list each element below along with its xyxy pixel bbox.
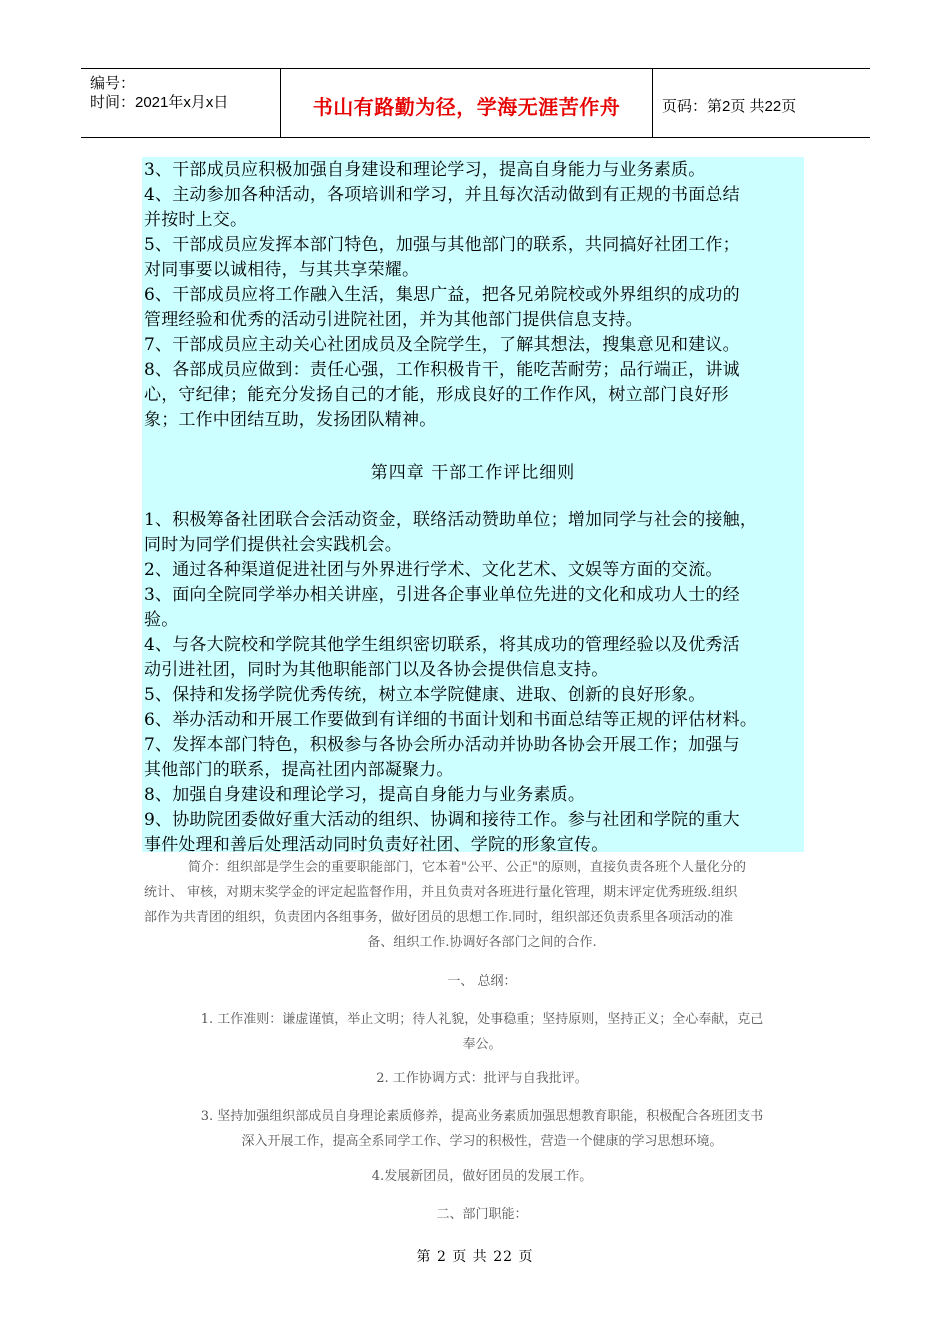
paragraph-line: 动引进社团，同时为其他职能部门以及各协会提供信息支持。 xyxy=(144,660,609,680)
paragraph-line: 事件处理和善后处理活动同时负责好社团、学院的形象宣传。 xyxy=(144,835,609,855)
document-number-label: 编号： xyxy=(90,75,136,92)
paragraph-line: 5、干部成员应发挥本部门特色，加强与其他部门的联系，共同搞好社团工作； xyxy=(144,235,740,255)
paragraph-line: 管理经验和优秀的活动引进院社团，并为其他部门提供信息支持。 xyxy=(144,310,643,330)
header-meta-cell xyxy=(81,69,281,137)
page-footer: 第 2 页 共 22 页 xyxy=(416,1249,534,1265)
paragraph-line: 9、协助院团委做好重大活动的组织、协调和接待工作。参与社团和学院的重大 xyxy=(144,810,740,830)
paragraph-line: 象；工作中团结互助，发扬团队精神。 xyxy=(144,410,437,430)
outline-item-line: 3. 坚持加强组织部成员自身理论素质修养，提高业务素质加强思想教育职能，积极配合各班团支书 xyxy=(200,1109,764,1124)
paragraph-line: 4、主动参加各种活动，各项培训和学习，并且每次活动做到有正规的书面总结 xyxy=(144,185,740,205)
paragraph-line: 1、积极筹备社团联合会活动资金，联络活动赞助单位；增加同学与社会的接触， xyxy=(144,510,758,530)
intro-line: 部作为共青团的组织，负责团内各组事务，做好团员的思想工作.同时，组织部还负责系里各项活动的准 xyxy=(144,910,734,925)
intro-line: 简介：组织部是学生会的重要职能部门，它本着"公平、公正"的原则，直接负责各班个人量化分的 xyxy=(188,860,746,875)
paragraph-line: 心，守纪律；能充分发扬自己的才能，形成良好的工作作风，树立部门良好形 xyxy=(144,385,729,405)
paragraph-line: 8、各部成员应做到：责任心强，工作积极肯干，能吃苦耐劳；品行端正，讲诚 xyxy=(144,360,740,380)
header-page-info: 页码：第2页 共22页 xyxy=(662,98,797,115)
paragraph-line: 6、举办活动和开展工作要做到有详细的书面计划和书面总结等正规的评估材料。 xyxy=(144,710,758,730)
intro-line: 备、组织工作.协调好各部门之间的合作. xyxy=(367,935,597,950)
paragraph-line: 对同事要以诚相待，与其共享荣耀。 xyxy=(144,260,420,280)
paragraph-line: 2、通过各种渠道促进社团与外界进行学术、文化艺术、文娱等方面的交流。 xyxy=(144,560,723,580)
paragraph-line: 3、面向全院同学举办相关讲座，引进各企事业单位先进的文化和成功人士的经 xyxy=(144,585,740,605)
paragraph-line: 4、与各大院校和学院其他学生组织密切联系，将其成功的管理经验以及优秀活 xyxy=(144,635,740,655)
chapter-title: 第四章 干部工作评比细则 xyxy=(370,463,576,483)
header-motto-cell xyxy=(281,69,653,137)
intro-line: 统计、 审核，对期末奖学金的评定起监督作用，并且负责对各班进行量化管理，期末评定优秀班级.组织 xyxy=(144,885,738,900)
outline-title: 一、 总纲： xyxy=(447,974,517,989)
paragraph-line: 8、加强自身建设和理论学习，提高自身能力与业务素质。 xyxy=(144,785,586,805)
header-motto: 书山有路勤为径，学海无涯苦作舟 xyxy=(312,95,621,119)
outline-item-line: 1. 工作准则：谦虚谨慎，举止文明；待人礼貌，处事稳重；坚持原则，坚持正义；全心奉献，克己 xyxy=(200,1012,764,1027)
paragraph-line: 6、干部成员应将工作融入生活，集思广益，把各兄弟院校或外界组织的成功的 xyxy=(144,285,740,305)
paragraph-line: 3、干部成员应积极加强自身建设和理论学习，提高自身能力与业务素质。 xyxy=(144,160,706,180)
paragraph-line: 5、保持和发扬学院优秀传统，树立本学院健康、进取、创新的良好形象。 xyxy=(144,685,706,705)
outline-item-line: 奉公。 xyxy=(462,1037,502,1052)
outline-item-line: 2. 工作协调方式：批评与自我批评。 xyxy=(376,1071,588,1086)
paragraph-line: 同时为同学们提供社会实践机会。 xyxy=(144,535,402,555)
paragraph-line: 验。 xyxy=(144,610,179,630)
paragraph-line: 其他部门的联系，提高社团内部凝聚力。 xyxy=(144,760,454,780)
outline-item-line: 4.发展新团员，做好团员的发展工作。 xyxy=(371,1169,593,1184)
document-time-label: 时间：2021年x月x日 xyxy=(90,94,229,111)
paragraph-line: 7、干部成员应主动关心社团成员及全院学生，了解其想法，搜集意见和建议。 xyxy=(144,335,740,355)
section-two-title: 二、部门职能： xyxy=(436,1207,528,1222)
header-page-cell xyxy=(653,69,870,137)
paragraph-line: 并按时上交。 xyxy=(144,210,248,230)
outline-item-line: 深入开展工作，提高全系同学工作、学习的积极性，营造一个健康的学习思想环境。 xyxy=(241,1134,723,1149)
page-header xyxy=(81,68,870,138)
paragraph-line: 7、发挥本部门特色，积极参与各协会所办活动并协助各协会开展工作；加强与 xyxy=(144,735,740,755)
